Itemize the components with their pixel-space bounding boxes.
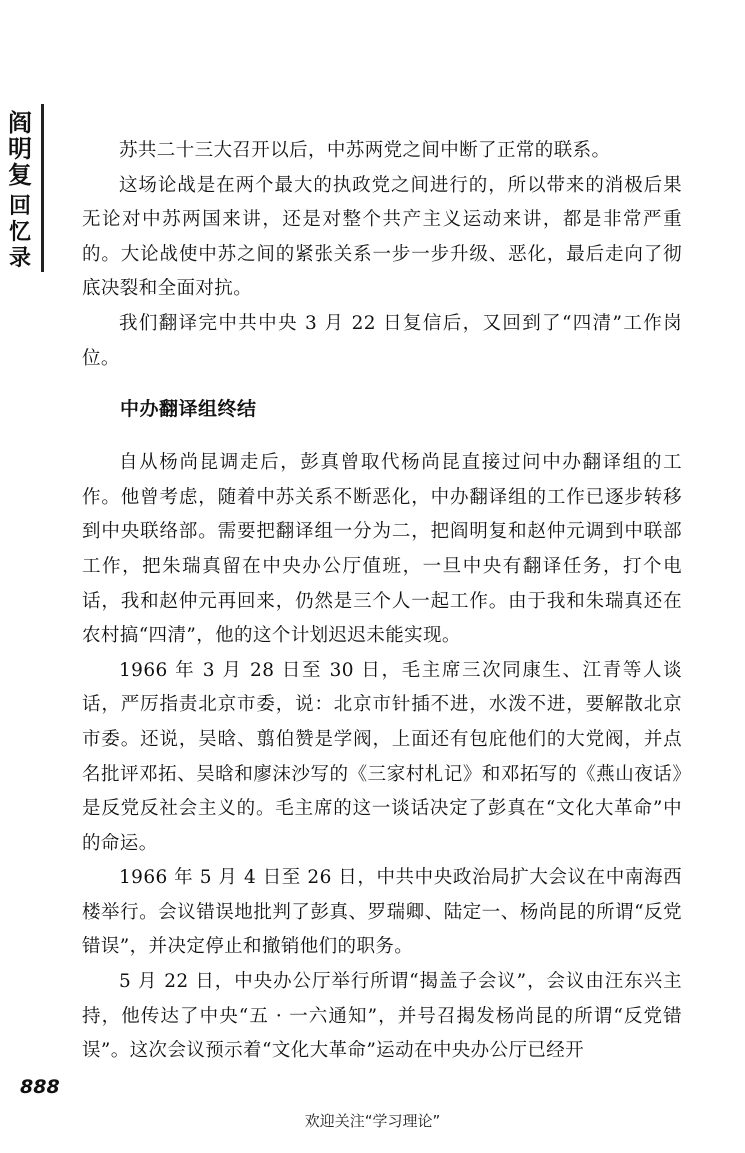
paragraph: 自从杨尚昆调走后，彭真曾取代杨尚昆直接过问中办翻译组的工作。他曾考虑，随着中苏关系不断恶化，中办翻译组的工作已逐步转移到中央联络部。需要把翻译组一分为二，把阎明复和赵仲元调到中联部工作，把朱瑞真留在中央办公厅值班，一旦中央有翻译任务，打个电话，我和赵仲元再回来，仍然是三个人一起工作。由于我和朱瑞真还在农村搞“四清”，他的这个计划迟迟未能实现。 [82,452,682,647]
paragraph: 1966 年 5 月 4 日至 26 日，中共中央政治局扩大会议在中南海西楼举行。会议错误地批判了彭真、罗瑞卿、陆定一、杨尚昆的所谓“反党错误”，并决定停止和撤销他们的职务。 [82,867,682,958]
side-tab [0,104,44,272]
book-series-subtitle: 回忆录 [8,194,31,271]
paragraph: 1966 年 3 月 28 日至 30 日，毛主席三次同康生、江青等人谈话，严厉指责北京市委，说：北京市针插不进，水泼不进，要解散北京市委。还说，吴晗、翦伯赞是学阀，上面还有包庇他们的大党阀，并点名批评邓拓、吴晗和廖沫沙写的《三家村札记》和邓拓写的《燕山夜话》是反党反社会主义的。毛主席的这一谈话决定了彭真在“文化大革命”中的命运。 [82,659,682,854]
page-body [82,134,682,1069]
paragraph: 苏共二十三大召开以后，中苏两党之间中断了正常的联系。 [119,140,611,161]
paragraph: 这场论战是在两个最大的执政党之间进行的，所以带来的消极后果无论对中苏两国来讲，还是对整个共产主义运动来讲，都是非常严重的。大论战使中苏之间的紧张关系一步一步升级、恶化，最后走向了彻底决裂和全面对抗。 [82,174,682,300]
footer-note: 欢迎关注“学习理论” [304,1112,441,1130]
section-heading: 中办翻译组终结 [120,398,257,421]
paragraph: 5 月 22 日，中央办公厅举行所谓“揭盖子会议”，会议由汪东兴主持，他传达了中央“五 · 一六通知”，并号召揭发杨尚昆的所谓“反党错误”。这次会议预示着“文化大革命”运动在中央办公厅已经开 [82,971,682,1062]
book-series-title: 阎明复 [8,108,32,189]
paragraph: 我们翻译完中共中央 3 月 22 日复信后，又回到了“四清”工作岗位。 [82,312,682,369]
page-number: 888 [20,1076,60,1098]
